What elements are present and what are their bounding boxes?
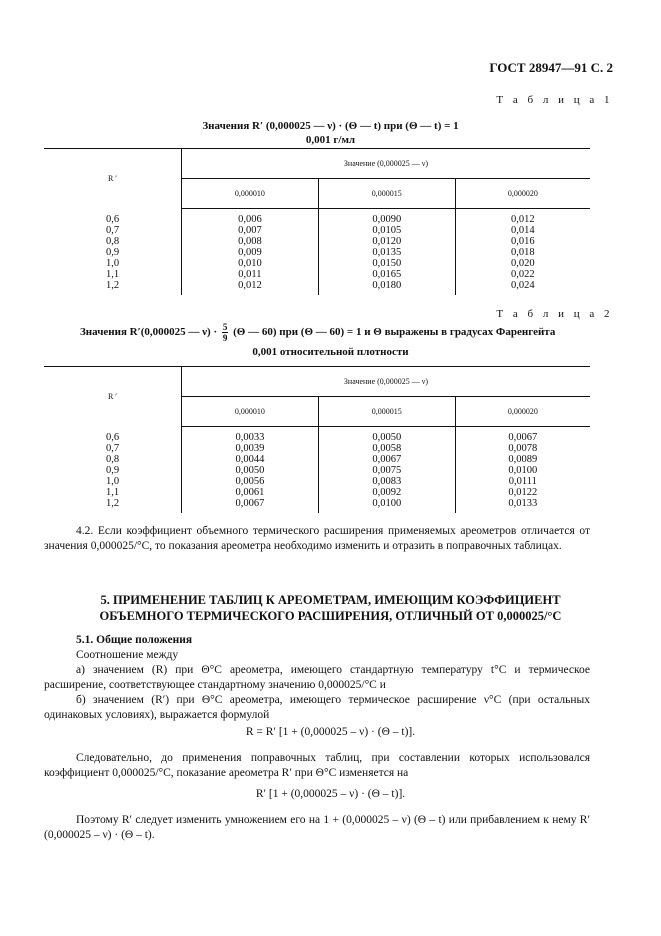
consequence-paragraph: Следовательно, до применения поправочных таблиц, при составлении которых использовался коэффициент 0,000025/°С, показание ареометра R′ при Θ°С изменяется на [44, 752, 590, 779]
section-5-1-title: 5.1. Общие положения [76, 634, 193, 646]
table2-col3: 0,0067 0,0078 0,0089 0,0100 0,0111 0,0122 0,0133 [508, 432, 538, 509]
section-5-title-line2: ОБЪЕМНОГО ТЕРМИЧЕСКОГО РАСШИРЕНИЯ, ОТЛИЧНЫЙ ОТ 0,000025/°С [99, 609, 562, 623]
table1-sub-header-1: 0,000010 [182, 179, 319, 209]
table2 [44, 366, 590, 513]
table2-col1: 0,0033 0,0039 0,0044 0,0050 0,0056 0,0061 0,0067 [182, 427, 319, 514]
table1-col2: 0,0090 0,0105 0,0120 0,0135 0,0150 0,0165 0,0180 [318, 209, 455, 296]
table2-sub-header-1: 0,000010 [182, 397, 319, 427]
table2-caption-fraction [222, 322, 229, 343]
relation-block [44, 648, 590, 723]
table2-group-header: Значение (0,000025 — ν) [182, 367, 591, 397]
table2-caption-prefix: Значения R′(0,000025 — ν) · [80, 326, 218, 339]
paragraph-4-2: 4.2. Если коэффициент объемного термического расширения применяемых ареометров отличается от значения 0,000025/°С, то показания ареометра необходимо изменить и отразить в поправочных таблицах. [44, 525, 590, 552]
fraction-numerator: 5 [222, 322, 228, 332]
table1-col1: 0,006 0,007 0,008 0,009 0,010 0,011 0,012 [182, 209, 319, 296]
table1-group-header: Значение (0,000025 — ν) [182, 149, 591, 179]
table1-sub-header-3: 0,000020 [455, 179, 590, 209]
formula-2: R′ [1 + (0,000025 – ν) · (Θ – t)]. [255, 788, 406, 800]
table1-label: Т а б л и ц а 1 [496, 94, 613, 106]
relation-item-b: б) значением (R′) при Θ°С ареометра, имеющего термическое расширение ν°С (при остальных одинаковых условиях), выражается формулой [44, 694, 590, 721]
table2-label: Т а б л и ц а 2 [496, 308, 613, 320]
table2-caption-suffix: (Θ — 60) при (Θ — 60) = 1 и Θ выражены в градусах Фаренгейта [233, 326, 556, 339]
table1 [44, 148, 590, 295]
fraction-denominator: 9 [222, 333, 228, 343]
table1-r-values: 0,6 0,7 0,8 0,9 1,0 1,1 1,2 [44, 209, 182, 296]
final-paragraph: Поэтому R′ следует изменить умножением его на 1 + (0,000025 – ν) (Θ – t) или прибавлением к нему R′ (0,000025 – ν) · (Θ – t). [44, 814, 590, 841]
relation-item-a: а) значением (R) при Θ°С ареометра, имеющего стандартную температуру t°С и термическое расширение, соответствующее стандартному значению 0,000025/°С и [44, 664, 590, 691]
table2-sub-header-3: 0,000020 [455, 397, 590, 427]
table2-rcol-header: R ′ [44, 367, 182, 427]
formula-1: R = R′ [1 + (0,000025 – ν) · (Θ – t)]. [245, 726, 416, 738]
document-header: ГОСТ 28947—91 С. 2 [489, 60, 613, 75]
table1-caption [0, 119, 661, 147]
table1-caption-line1: Значения R′ (0,000025 — ν) · (Θ — t) при (Θ — t) = 1 [202, 120, 459, 132]
table2-caption-line1 [80, 322, 555, 343]
table1-col3: 0,012 0,014 0,016 0,018 0,020 0,022 0,024 [511, 214, 535, 291]
table1-rcol-header: R ′ [44, 149, 182, 209]
table2-r-values: 0,6 0,7 0,8 0,9 1,0 1,1 1,2 [44, 427, 182, 514]
table2-caption-line2: 0,001 относительной плотности [252, 346, 409, 358]
table1-caption-line2: 0,001 г/мл [305, 134, 356, 146]
table1-sub-header-2: 0,000015 [318, 179, 455, 209]
table2-col2: 0,0050 0,0058 0,0067 0,0075 0,0083 0,0092 0,0100 [318, 427, 455, 514]
relation-intro: Соотношение между [76, 649, 179, 661]
section-5-title-line1: 5. ПРИМЕНЕНИЕ ТАБЛИЦ К АРЕОМЕТРАМ, ИМЕЮЩИМ КОЭФФИЦИЕНТ [100, 593, 561, 607]
table2-sub-header-2: 0,000015 [318, 397, 455, 427]
section-5-title [0, 592, 661, 624]
